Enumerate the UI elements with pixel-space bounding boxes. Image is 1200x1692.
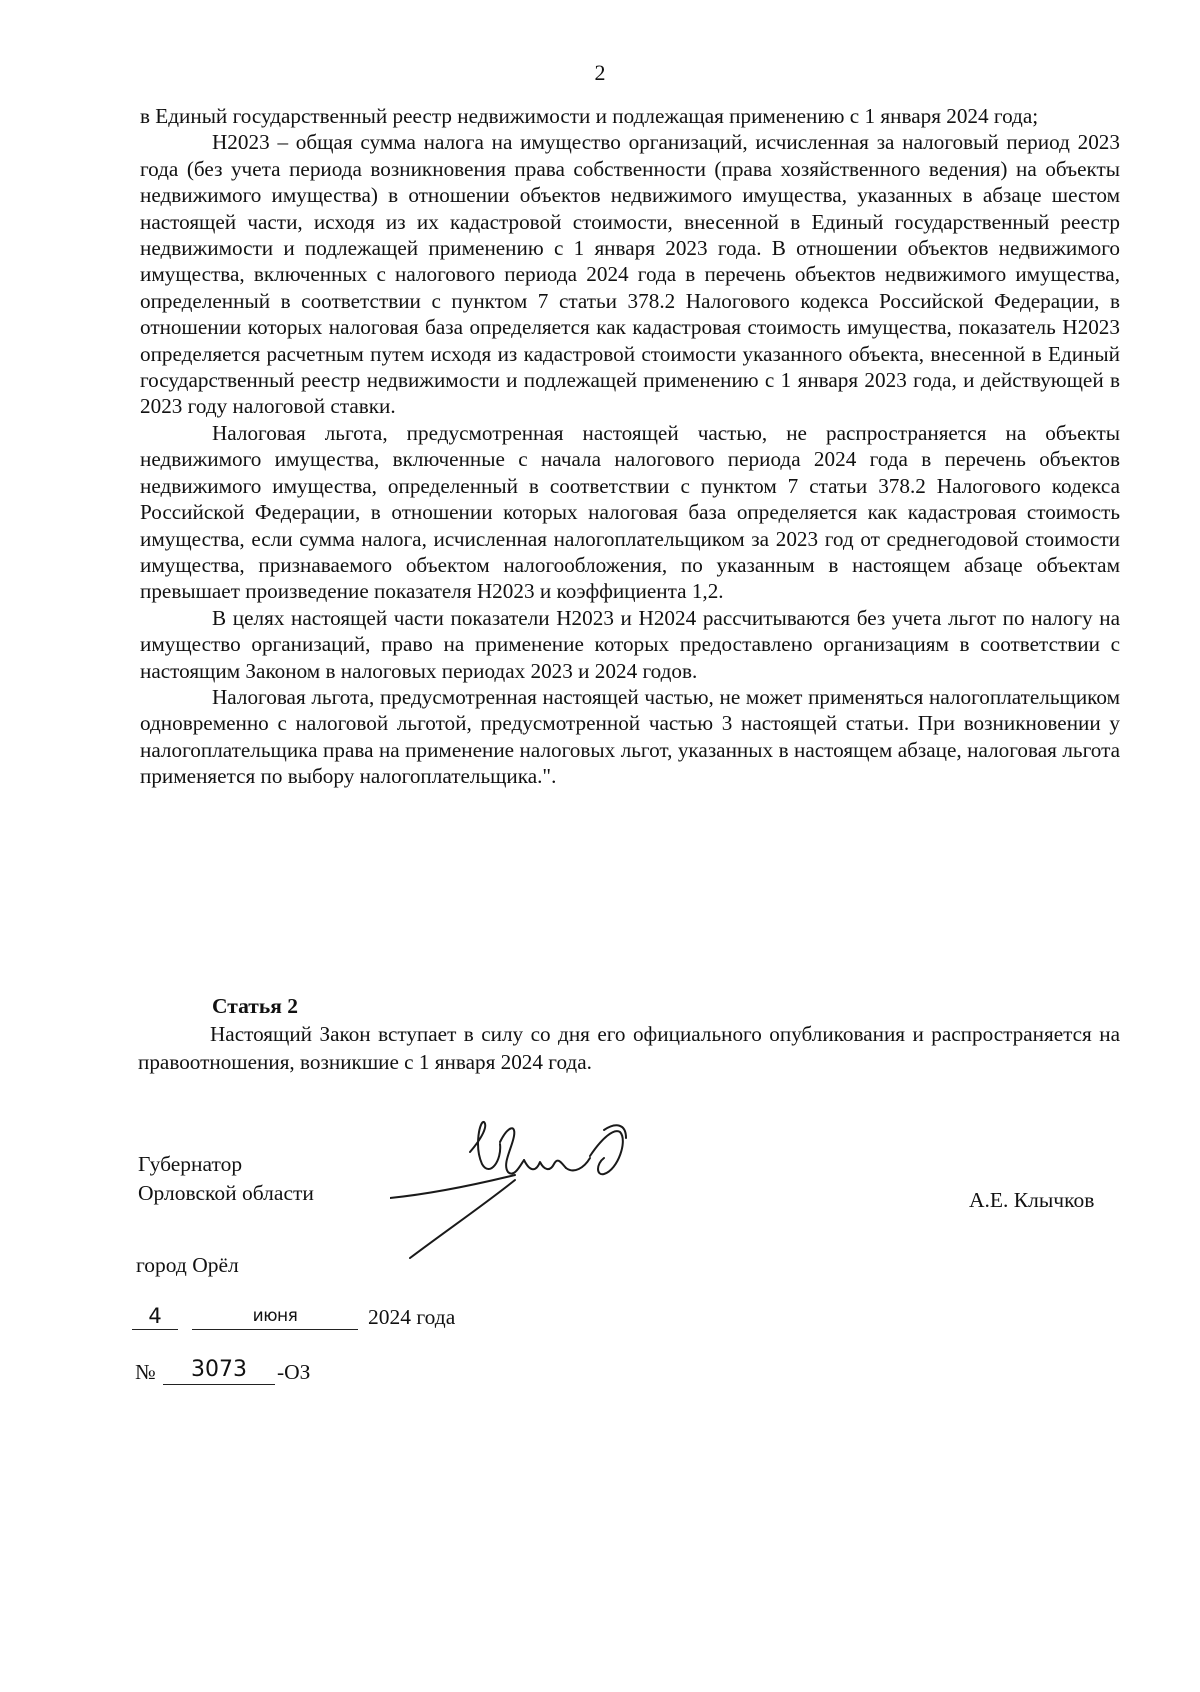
paragraph-3: Налоговая льгота, предусмотренная настоящей частью, не распространяется на объекты недвижимого имущества, включенные с начала налогового периода 2024 года в перечень объектов недвижимого имущества, определенный в соответствии с пунктом 7 статьи 378.2 Налогового кодекса Российской Федерации, в отношении которых налоговая база определяется как кадастровая стоимость имущества, если сумма налога, исчисленная налогоплательщиком за 2023 год от среднегодовой стоимости имущества, признаваемого объектом налогообложения, по указанным в настоящем абзаце объектам превышает произведение показателя Н2023 и коэффициента 1,2.: [140, 420, 1120, 604]
signing-date: [132, 1302, 532, 1336]
handwritten-signature: [390, 1120, 690, 1260]
page-number: 2: [594, 60, 606, 85]
paragraph-1: в Единый государственный реестр недвижимости и подлежащая применению с 1 января 2024 года;: [140, 104, 1039, 128]
number-sign: №: [135, 1360, 156, 1384]
signer-title-line-2: Орловской области: [138, 1181, 314, 1205]
signer-title: [138, 1150, 314, 1208]
signer-name: А.Е. Клычков: [969, 1188, 1095, 1212]
law-number-value: 3073: [163, 1356, 275, 1385]
date-year: 2024 года: [368, 1305, 456, 1329]
document-body: [140, 103, 1120, 790]
date-month: июня: [192, 1303, 358, 1330]
law-number-suffix: -ОЗ: [277, 1360, 311, 1384]
law-number: [135, 1355, 435, 1391]
paragraph-5: Налоговая льгота, предусмотренная настоящей частью, не может применяться налогоплательщиком одновременно с налоговой льготой, предусмотренной частью 3 настоящей статьи. При возникновении у налогоплательщика права на применение налоговых льгот, указанных в настоящем абзаце, налоговая льгота применяется по выбору налогоплательщика.".: [140, 684, 1120, 789]
date-day: 4: [132, 1303, 178, 1330]
signer-title-line-1: Губернатор: [138, 1152, 243, 1176]
paragraph-2: Н2023 – общая сумма налога на имущество организаций, исчисленная за налоговый период 2023 года (без учета периода возникновения права собственности (права хозяйственного ведения) на объекты недвижимого имущества) в отношении объектов недвижимого имущества, указанных в абзаце шестом настоящей части, исходя из их кадастровой стоимости, внесенной в Единый государственный реестр недвижимости и подлежащей применению с 1 января 2023 года. В отношении объектов недвижимого имущества, включенных с налогового периода 2024 года в перечень объектов недвижимого имущества, определенный в соответствии с пунктом 7 статьи 378.2 Налогового кодекса Российской Федерации, в отношении которых налоговая база определяется как кадастровая стоимость имущества, показатель Н2023 определяется расчетным путем исходя из кадастровой стоимости указанного объекта, внесенной в Единый государственный реестр недвижимости и подлежащей применению с 1 января 2023 года, и действующей в 2023 году налоговой ставки.: [140, 130, 1120, 419]
paragraph-4: В целях настоящей части показатели Н2023 и Н2024 рассчитываются без учета льгот по налогу на имущество организаций, право на применение которых предоставлено организациям в соответствии с настоящим Законом в налоговых периодах 2023 и 2024 годов.: [140, 605, 1120, 683]
article-2-text: Настоящий Закон вступает в силу со дня его официального опубликования и распространяется на правоотношения, возникшие с 1 января 2024 года.: [138, 1022, 1120, 1074]
article-2-heading: Статья 2: [212, 994, 298, 1018]
place-of-signing: город Орёл: [136, 1253, 239, 1277]
